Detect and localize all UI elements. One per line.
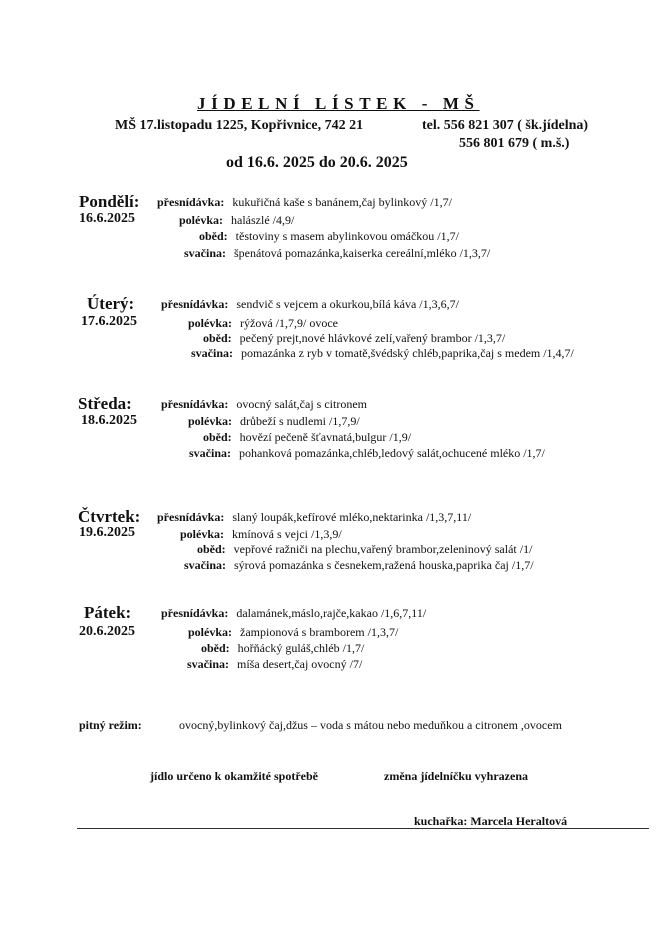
meal-text: těstoviny s masem abylinkovou omáčkou /1,7/ <box>235 229 459 243</box>
meal-label: svačina: <box>189 446 231 460</box>
meal-row <box>188 316 338 331</box>
drinks-text: ovocný,bylinkový čaj,džus – voda s mátou nebo meduňkou a citronem ,ovocem <box>179 718 562 732</box>
meal-label: přesnídávka: <box>157 510 225 524</box>
phone-canteen: tel. 556 821 307 ( šk.jídelna) <box>422 118 589 133</box>
cook-signature: kuchařka: Marcela Heraltová <box>414 814 568 828</box>
meal-row <box>157 195 452 210</box>
meal-text: vepřové ražniči na plechu,vařený brambor,zeleninový salát /1/ <box>233 542 533 556</box>
meal-text: ovocný salát,čaj s citronem <box>236 397 367 411</box>
meal-row <box>184 558 534 573</box>
meal-label: oběd: <box>201 641 230 655</box>
day-name: Pátek: <box>84 603 132 622</box>
meal-row <box>184 246 490 261</box>
meal-label: polévka: <box>188 414 233 428</box>
meal-row <box>157 510 471 525</box>
meal-row <box>203 430 411 445</box>
meal-row <box>161 397 367 412</box>
meal-label: svačina: <box>191 346 233 360</box>
meal-text: míša desert,čaj ovocný /7/ <box>237 657 363 671</box>
menu-period: od 16.6. 2025 do 20.6. 2025 <box>226 154 408 171</box>
meal-row <box>189 446 545 461</box>
meal-label: přesnídávka: <box>157 195 225 209</box>
meal-text: hovězí pečeně šťavnatá,bulgur /1,9/ <box>239 430 412 444</box>
day-name: Pondělí: <box>79 192 140 211</box>
change-note: změna jídelníčku vyhrazena <box>384 769 528 783</box>
meal-row <box>187 657 362 672</box>
meal-label: polévka: <box>179 213 224 227</box>
meal-label: přesnídávka: <box>161 297 229 311</box>
day-name: Čtvrtek: <box>78 507 141 526</box>
meal-text: drůbeží s nudlemi /1,7,9/ <box>240 414 360 428</box>
meal-text: pohanková pomazánka,chléb,ledový salát,ochucené mléko /1,7/ <box>239 446 545 460</box>
meal-text: rýžová /1,7,9/ ovoce <box>240 316 338 330</box>
meal-row <box>179 213 294 228</box>
page-title: JÍDELNÍ LÍSTEK - MŠ <box>197 94 480 113</box>
meal-label: oběd: <box>203 430 232 444</box>
meal-text: špenátová pomazánka,kaiserka cereální,mléko /1,3,7/ <box>234 246 491 260</box>
meal-label: přesnídávka: <box>161 606 229 620</box>
meal-label: oběd: <box>197 542 226 556</box>
meal-label: přesnídávka: <box>161 397 229 411</box>
day-date: 18.6.2025 <box>81 413 137 428</box>
meal-label: svačina: <box>187 657 229 671</box>
meal-label: svačina: <box>184 558 226 572</box>
day-date: 19.6.2025 <box>79 525 135 540</box>
meal-label: oběd: <box>199 229 228 243</box>
meal-text: kukuřičná kaše s banánem,čaj bylinkový /1,7/ <box>232 195 452 209</box>
meal-text: pomazánka z ryb v tomatě,švédský chléb,paprika,čaj s medem /1,4,7/ <box>241 346 574 360</box>
meal-text: slaný loupák,kefírové mléko,nektarinka /1,3,7,11/ <box>232 510 472 524</box>
bottom-divider <box>77 828 649 829</box>
consumption-note: jídlo určeno k okamžité spotřebě <box>150 769 318 783</box>
day-name: Středa: <box>78 394 132 413</box>
meal-row <box>197 542 532 557</box>
meal-row <box>188 414 360 429</box>
day-date: 16.6.2025 <box>79 211 135 226</box>
meal-row <box>188 625 398 640</box>
meal-label: oběd: <box>203 331 232 345</box>
meal-text: kmínová s vejci /1,3,9/ <box>232 527 342 541</box>
meal-row <box>201 641 364 656</box>
meal-text: sendvič s vejcem a okurkou,bílá káva /1,3,6,7/ <box>236 297 459 311</box>
meal-text: pečený prejt,nové hlávkové zelí,vařený brambor /1,3,7/ <box>239 331 506 345</box>
meal-text: dalamánek,máslo,rajče,kakao /1,6,7,11/ <box>236 606 427 620</box>
meal-text: sýrová pomazánka s česnekem,ražená houska,paprika čaj /1,7/ <box>234 558 534 572</box>
meal-row <box>199 229 459 244</box>
meal-text: halászlé /4,9/ <box>231 213 295 227</box>
meal-text: hořňácký guláš,chléb /1,7/ <box>237 641 365 655</box>
drinks-label: pitný režim: <box>79 718 142 732</box>
meal-label: svačina: <box>184 246 226 260</box>
meal-text: žampionová s bramborem /1,3,7/ <box>240 625 399 639</box>
meal-row <box>161 606 426 621</box>
day-name: Úterý: <box>87 294 135 313</box>
meal-row <box>161 297 459 312</box>
day-date: 17.6.2025 <box>81 314 137 329</box>
meal-label: polévka: <box>188 316 233 330</box>
meal-label: polévka: <box>180 527 225 541</box>
school-address: MŠ 17.listopadu 1225, Kopřivnice, 742 21 <box>115 118 364 133</box>
meal-row <box>191 346 574 361</box>
phone-school: 556 801 679 ( m.š.) <box>459 136 570 151</box>
meal-label: polévka: <box>188 625 233 639</box>
day-date: 20.6.2025 <box>79 624 135 639</box>
meal-row <box>180 527 342 542</box>
meal-row <box>203 331 505 346</box>
